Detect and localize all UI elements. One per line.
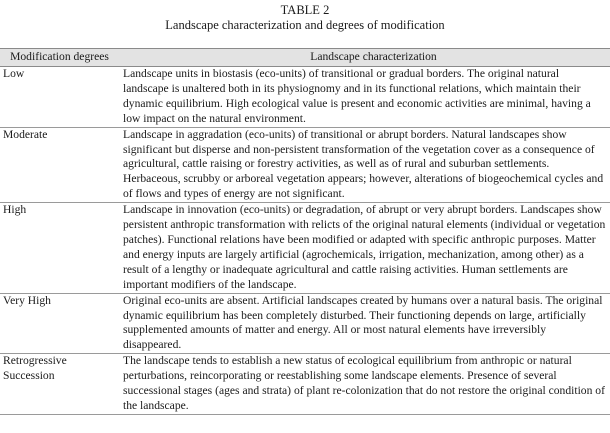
table-title: Landscape characterization and degrees of modification xyxy=(165,18,445,32)
table-row xyxy=(0,293,610,354)
degree-cell: Low xyxy=(0,67,119,128)
characterization-cell: The landscape tends to establish a new status of ecological equilibrium from anthropic or natural perturbations, reincorporating or reestablishing some landscape elements. Presence of several successional stages (ages and strata) of plant re-colonization that do not restore the original condition of the landscape. xyxy=(119,354,610,415)
degree-cell: Very High xyxy=(0,293,119,354)
table-label: TABLE 2 xyxy=(280,3,330,17)
characterization-cell: Original eco-units are absent. Artificial landscapes created by humans over a natural basis. The original dynamic equilibrium has been completely disturbed. Their functioning depends on large, artificially supplemented amounts of matter and energy. All or most natural elements have irreversibly disappeared. xyxy=(119,293,610,354)
characterization-cell: Landscape in innovation (eco-units) or degradation, of abrupt or very abrupt borders. Landscapes show persistent anthropic transformation with relicts of the original natural elements (individual or vegetation patches). Functional relations have been modified or adapted with specific anthropic purposes. Matter and energy inputs are largely artificial (agrochemicals, irrigation, mechanization, among other) as a result of a lengthy or inadequate agricultural and cattle raising activities. Human settlements are important modifiers of the landscape. xyxy=(119,203,610,293)
degree-cell: High xyxy=(0,203,119,293)
characterization-cell: Landscape units in biostasis (eco-units) of transitional or gradual borders. The original natural landscape is unaltered both in its physiognomy and in its functional relations, which maintain their dynamic equilibrium. High ecological value is present and economic activities are minimal, having a low impact on the natural environment. xyxy=(119,67,610,128)
table-row xyxy=(0,203,610,293)
degree-cell: Retrogressive Succession xyxy=(0,354,119,415)
table-row xyxy=(0,67,610,128)
table-caption xyxy=(0,0,610,33)
table-row xyxy=(0,127,610,203)
degree-cell: Moderate xyxy=(0,127,119,203)
header-row xyxy=(0,49,610,67)
characterization-cell: Landscape in aggradation (eco-units) of transitional or abrupt borders. Natural landscapes show significant but disperse and non-persistent transformation of the vegetation cover as a consequence of agricultural, cattle raising or forestry activities, as well as of rural and suburban settlements. Herbaceous, scrubby or arboreal vegetation appears; however, alterations of biogeochemical cycles and of flows and types of energy are not significant. xyxy=(119,127,610,203)
header-modification-degrees: Modification degrees xyxy=(0,49,119,67)
table-row xyxy=(0,354,610,415)
header-landscape-characterization: Landscape characterization xyxy=(119,49,610,67)
landscape-table xyxy=(0,49,610,415)
